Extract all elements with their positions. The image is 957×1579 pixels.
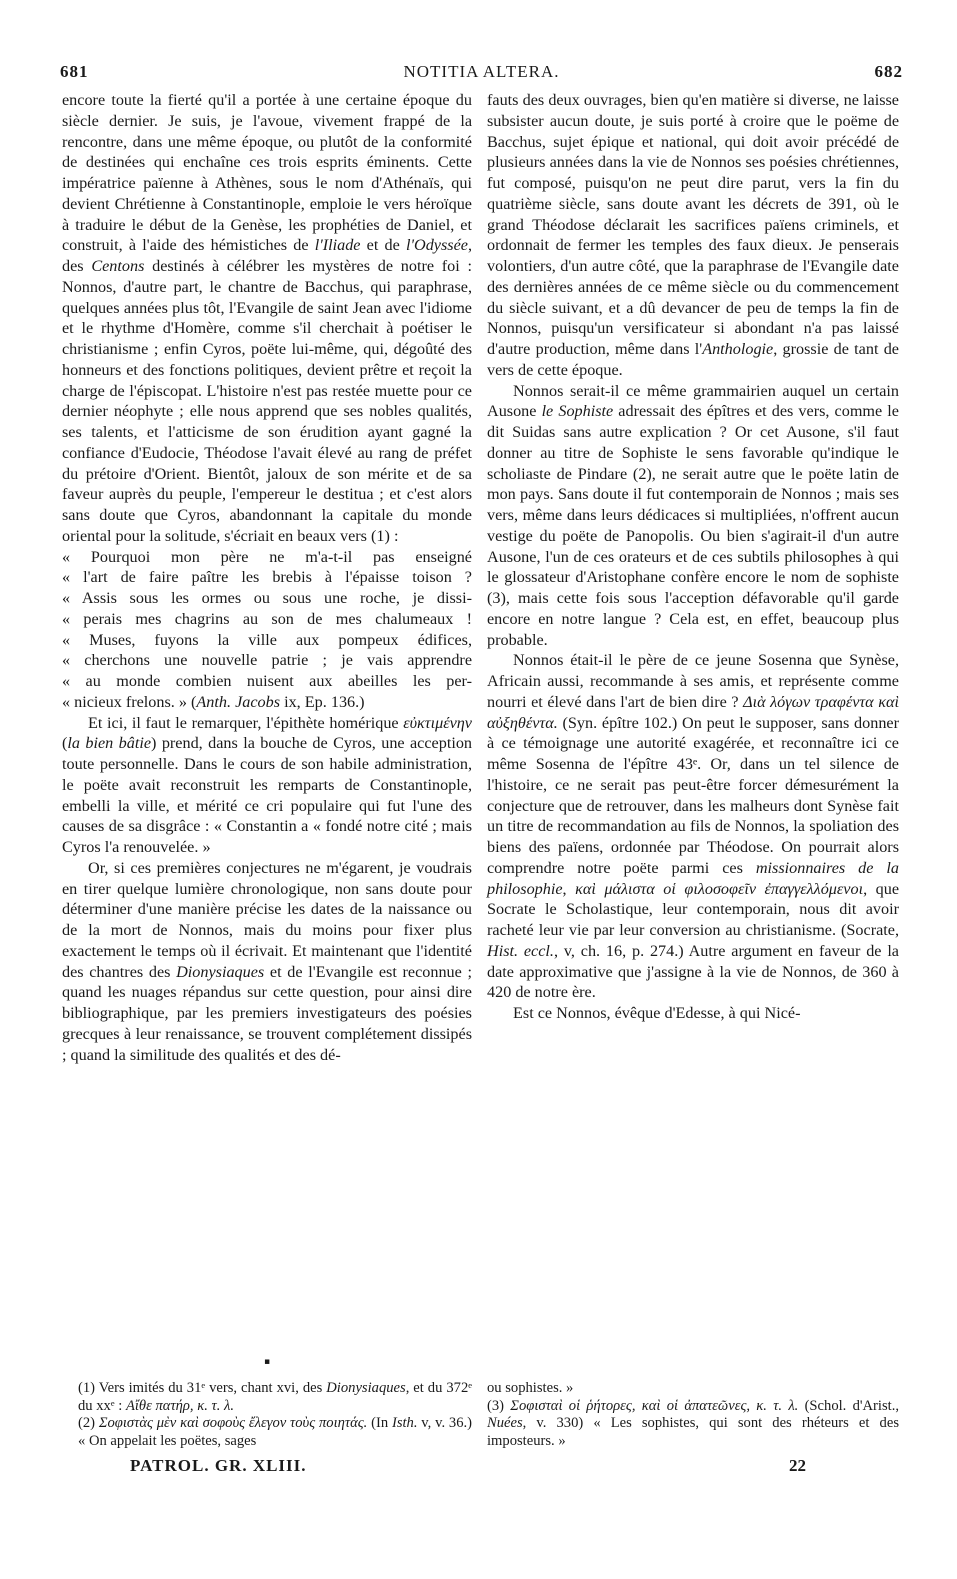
verse-line: « Muses, fuyons la ville aux pompeux édifices,	[62, 630, 472, 649]
left-page-number: 681	[60, 62, 89, 81]
footnote-2: (2) Σοφιστὰς μὲν καὶ σοφοὺς ἔλεγον τοὺς ποιητάς. (In Isth. v, v. 36.) « On appelait les poëtes, sages	[78, 1415, 472, 1449]
verse-line: « Assis sous les ormes ou sous une roche, je dissi-	[62, 589, 472, 607]
footnote-2-continued: ou sophistes. »	[487, 1380, 574, 1396]
right-column	[487, 90, 899, 1024]
verse-line: « perais mes chagrins au son de mes chalumeaux !	[62, 609, 472, 628]
verse-line: « l'art de faire paître les brebis à l'épaisse toison ?	[62, 568, 472, 587]
verse-line: « Pourquoi mon père ne m'a-t-il pas enseigné	[62, 547, 472, 566]
verse-line: « cherchons une nouvelle patrie ; je vais apprendre	[62, 651, 472, 670]
right-paragraph-4: Est ce Nonnos, évêque d'Edesse, à qui Nicé-	[513, 1004, 801, 1022]
left-footnotes	[78, 1380, 472, 1450]
right-paragraph-1: fauts des deux ouvrages, bien qu'en matière si diverse, ne laisse subsister aucun doute, je suis porté à croire que le poëme de Bacchus, sujet épique et national, qui doit avoir précédé de plusieurs années dans la vie de Nonnos ses poésies chrétiennes, fut composé, puisqu'on ne peut dire parut, vers la fin du quatrième siècle, sans doute avant les décrets de 391, où le grand Théodose déclarait les sacrifices païens criminels, et ordonnait de fermer les temples des faux dieux. Je penserais volontiers, d'un autre côté, que la paraphrase de l'Evangile date des dernières années de ce même siècle ou du commencement du siècle suivant, et a dû devancer de peu de temps la fin de Nonnos, puisqu'un versificateur si abondant n'a pas laissé d'autre production, même dans l'Anthologie, grossie de tant de vers de cette époque.	[487, 91, 899, 379]
right-paragraph-3: Nonnos était-il le père de ce jeune Sosenna que Synèse, Africain aussi, recommande à ses amis, et représente comme nourri et élevé dans l'art de bien dire ? Διὰ λόγων τραφέντα καὶ αὐξηθέντα. (Syn. épître 102.) On peut le supposer, sans donner à ce témoignage une autorité exagérée, et reconnaître ici ce même Sosenna de l'épître 43ᵉ. Or, dans un tel silence de l'histoire, ce ne serait pas peut-être forcer démesurément la conjecture que de retrouver, dans les malheurs dont Synèse fait un titre de recommandation au fils de Nonnos, la spoliation des biens des païens, ordonnée par Théodose. On pourrait alors comprendre notre poëte parmi ces missionnaires de la philosophie, καὶ μάλιστα οἱ φιλοσοφεῖν ἐπαγγελλόμενοι, que Socrate le Scholastique, leur contemporain, nous dit avoir racheté leur vie par leur conversion au christianisme. (Socrate, Hist. eccl., v, ch. 16, p. 274.) Autre argument en faveur de la date approximative que j'assigne à la vie de Nonnos, de 360 à 420 de notre ère.	[487, 651, 900, 1002]
footnote-1: (1) Vers imités du 31ᵉ vers, chant xvi, des Dionysiaques, et du 372ᵉ du xxᵉ : Αἴθε πατήρ, κ. τ. λ.	[78, 1380, 472, 1414]
left-column	[62, 90, 472, 1065]
footnote-3: (3) Σοφισταὶ οἱ ῥήτορες, καὶ οἱ ἀπατεῶνες, κ. τ. λ. (Schol. d'Arist., Nuées, v. 330) « Les sophistes, qui sont des rhéteurs et des imposteurs. »	[487, 1397, 899, 1449]
running-header	[60, 62, 903, 84]
left-paragraph-2: Et ici, il faut le remarquer, l'épithète homérique εὐκτιμένην (la bien bâtie) prend, dans la bouche de Cyros, une acception toute personnelle. Dans le cours de son habile administration, le poëte avait reconstruit les remparts de Constantinople, embelli la ville, et mérité ce cri populaire qui fut l'une des causes de sa disgrâce : « Constantin a « fondé notre cité ; mais Cyros l'a renouvelée. »	[62, 713, 473, 856]
right-paragraph-2: Nonnos serait-il ce même grammairien auquel un certain Ausone le Sophiste adressait des épîtres et des vers, comme le dit Suidas sans autre explication ? Or cet Ausone, s'il faut donner au titre de Sophiste le sens favorable qu'indique le scholiaste de Pindare (2), ne serait autre que le poëte latin de mon pays. Sans doute il fut contemporain de Nonnos ; mais ses vers, même dans leurs dédicaces si multipliées, n'offrent aucun vestige du poëte de Panopolis. Ou bien s'agirait-il d'un autre Ausone, l'un de ces orateurs et de ces subtils philosophes à qui le glossateur d'Aristophane confère encore le nom de sophiste (3), mais cette fois sous l'acception défavorable qu'il garde encore en notre langue ? Cela est, en effet, beaucoup plus probable.	[487, 381, 899, 649]
running-title: NOTITIA ALTERA.	[403, 62, 560, 81]
signature-number: 22	[789, 1456, 806, 1475]
signature-mark: PATROL. GR. XLIII.	[130, 1456, 307, 1475]
footnote-ornament: ▪	[264, 1357, 271, 1367]
left-paragraph-3: Or, si ces premières conjectures ne m'égarent, je voudrais en tirer quelque lumière chronologique, non sans doute pour déterminer d'une manière précise les dates de la naissance ou de la mort de Nonnos, mais du moins pour fixer plus exactement le temps où il écrivait. Et maintenant que l'identité des chantres des Dionysiaques et de l'Evangile est reconnue ; quand les nuages répandus sur cette question, pour ainsi dire bibliographique, par les premiers investigateurs des poésies grecques à leur renaissance, se trouvent complétement dissipés ; quand la similitude des qualités et des dé-	[62, 858, 472, 1064]
verse-line-last: « nicieux frelons. » (Anth. Jacobs ix, Ep. 136.)	[62, 692, 365, 711]
left-paragraph-1: encore toute la fierté qu'il a portée à une certaine époque du siècle dernier. Je suis, je l'avoue, vivement frappé de la rencontre, dans une même époque, ou plutôt de la conformité de destinées qui enchaîne ces trois esprits éminents. Cette impératrice païenne à Athènes, sous le nom d'Athénaïs, qui devient Chrétienne à Constantinople, emploie le vers héroïque à traduire le début de la Genèse, les prophéties de Daniel, et construit, à l'aide des hémistiches de l'Iliade et de l'Odyssée, des Centons destinés à célébrer les mystères de notre foi : Nonnos, d'autre part, le chantre de Bacchus, qui paraphrase, quelques années plus tôt, l'Evangile de saint Jean avec l'idiome et le rhythme d'Homère, comme s'il cherchait à poétiser le christianisme ; enfin Cyros, poëte lui-même, qui, dégoûté des honneurs et des fonctions politiques, devient prêtre et reçoit la charge de l'épiscopat. L'histoire n'est pas restée muette pour ce dernier néophyte ; elle nous apprend que ses nobles qualités, ses talents, et l'atticisme de son érudition ayant gagné la confiance d'Eudocie, Théodose l'avait élevé au rang de préfet du prétoire d'Orient. Bientôt, jaloux de son mérite et de sa faveur auprès du peuple, l'empereur le destitua ; et c'est alors sans doute que Cyros, abandonnant la capitale du monde oriental pour la solitude, s'écriait en beaux vers (1) :	[62, 91, 473, 545]
quoted-verse	[62, 547, 472, 713]
right-page-number: 682	[874, 62, 903, 81]
verse-line: « au monde combien nuisent aux abeilles les per-	[62, 672, 472, 690]
right-footnotes	[487, 1380, 899, 1450]
